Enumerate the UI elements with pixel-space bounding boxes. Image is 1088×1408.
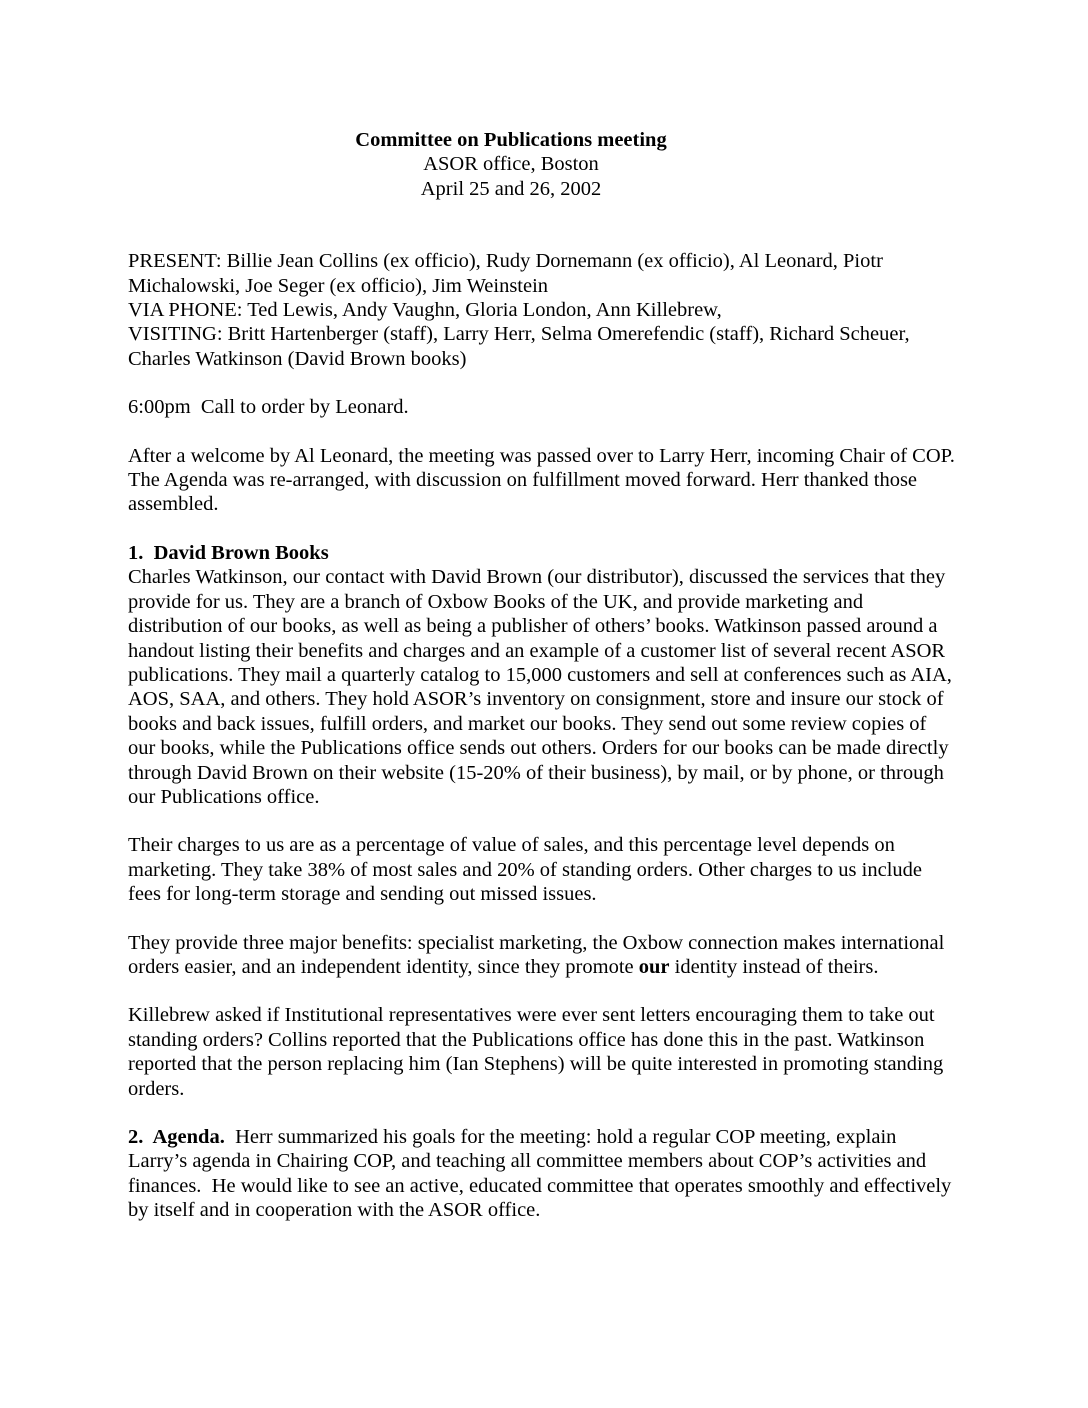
attendance-present: PRESENT: Billie Jean Collins (ex officio), Rudy Dornemann (ex officio), Al Leonard, Piotr Michalowski, Joe Seger (ex officio), Jim Weinstein [128, 250, 883, 297]
section-paragraph: Charles Watkinson, our contact with David Brown (our distributor), discussed the services that they provide for us. They are a branch of Oxbow Books of the UK, and provide marketing and distribution of our books, as well as being a publisher of others’ books. Watkinson passed around a handout listing their benefits and charges and an example of a customer list of several recent ASOR publications. They mail a quarterly catalog to 15,000 customers and sell at conferences such as AIA, AOS, SAA, and others. They hold ASOR’s inventory on consignment, store and insure our stock of books and back issues, fulfill orders, and market our books. They send out some review copies of our books, while the Publications office sends out others. Orders for our books can be made directly through David Brown on their website (15-20% of their business), by mail, or by phone, or through our Publications office. [128, 566, 952, 808]
section-paragraph: Killebrew asked if Institutional representatives were ever sent letters encouraging them to take out standing orders? Collins reported that the Publications office has done this in the past. Watkinson reported that the person replacing him (Ian Stephens) will be quite interested in promoting standing orders. [128, 1004, 944, 1100]
document-header [96, 128, 926, 201]
text-run: identity instead of theirs. [669, 955, 879, 978]
section-david-brown-books [128, 541, 958, 1101]
meeting-location: ASOR office, Boston [423, 153, 599, 176]
attendance-visiting: VISITING: Britt Hartenberger (staff), Larry Herr, Selma Omerefendic (staff), Richard Scheuer, Charles Watkinson (David Brown books) [128, 323, 910, 370]
document-page [128, 128, 958, 1223]
attendance-via-phone: VIA PHONE: Ted Lewis, Andy Vaughn, Gloria London, Ann Killebrew, [128, 299, 722, 322]
section-heading: 1. David Brown Books [128, 541, 329, 564]
section-agenda [128, 1125, 958, 1223]
attendance-block [128, 249, 958, 371]
section-paragraph [128, 931, 958, 980]
section-paragraph [128, 1125, 958, 1223]
text-run: Herr summarized his goals for the meeting: hold a regular COP meeting, explain Larry’s agenda in Chairing COP, and teaching all committee members about COP’s activities and finances. He would like to see an active, educated committee that operates smoothly and effectively by itself and in cooperation with the ASOR office. [128, 1126, 957, 1222]
section-heading: 2. Agenda. [128, 1126, 225, 1148]
emphasis-text: our [638, 955, 670, 978]
meeting-date: April 25 and 26, 2002 [420, 177, 602, 200]
text-run: They provide three major benefits: specialist marketing, the Oxbow connection makes international orders easier, and an independent identity, since they promote [128, 931, 945, 978]
call-to-order: 6:00pm Call to order by Leonard. [128, 396, 409, 419]
section-paragraph: Their charges to us are as a percentage of value of sales, and this percentage level depends on marketing. They take 38% of most sales and 20% of standing orders. Other charges to us include fees for long-term storage and sending out missed issues. [128, 834, 922, 906]
document-title: Committee on Publications meeting [355, 129, 667, 151]
intro-paragraph: After a welcome by Al Leonard, the meeting was passed over to Larry Herr, incoming Chair of COP. The Agenda was re-arranged, with discussion on fulfillment moved forward. Herr thanked those assembled. [128, 444, 955, 516]
